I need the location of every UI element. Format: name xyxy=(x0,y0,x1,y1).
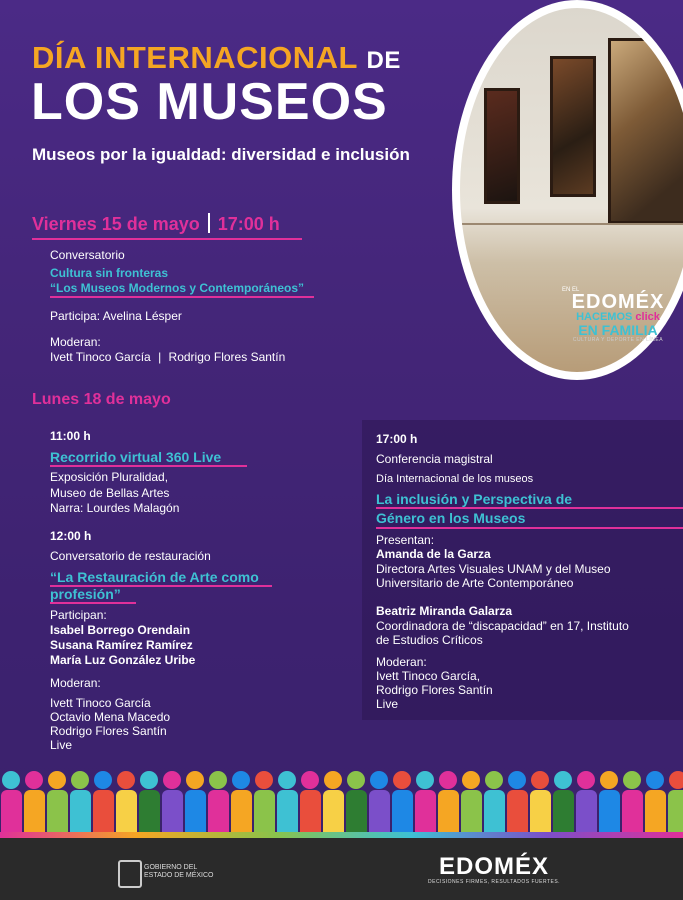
painting-2 xyxy=(550,56,596,197)
event2-participant-2: Susana Ramírez Ramírez xyxy=(50,638,193,652)
event3-moderator-1: Ivett Tinoco García, xyxy=(376,669,481,683)
friday-title-underline xyxy=(50,296,314,298)
event2-title-1[interactable]: “La Restauración de Arte como xyxy=(50,569,259,585)
badge-edomex: EDOMÉX xyxy=(571,291,665,313)
title-los-museos: LOS MUSEOS xyxy=(31,73,388,131)
person-head xyxy=(140,771,158,789)
badge-click: click xyxy=(635,311,660,323)
date-separator xyxy=(208,213,210,233)
person-head xyxy=(508,771,526,789)
person-head xyxy=(600,771,618,789)
person-head xyxy=(324,771,342,789)
event3-speaker1-line2: Universitario de Arte Contemporáneo xyxy=(376,576,574,590)
friday-time: 17:00 h xyxy=(217,214,280,234)
gobierno-line1: GOBIERNO DEL xyxy=(144,864,198,871)
event3-time: 17:00 h xyxy=(376,432,418,446)
event3-speaker2-line1: Coordinadora de “discapacidad” en 17, Instituto xyxy=(376,619,629,633)
event3-speaker2-line2: de Estudios Críticos xyxy=(376,633,483,647)
badge-hacemos: HACEMOS xyxy=(576,311,633,323)
person-head xyxy=(393,771,411,789)
title-line-1 xyxy=(32,40,401,76)
friday-type: Conversatorio xyxy=(50,248,125,262)
event3-underline-2 xyxy=(376,527,683,529)
person-head xyxy=(623,771,641,789)
crest-icon xyxy=(118,860,142,888)
event2-participant-1: Isabel Borrego Orendain xyxy=(50,623,191,637)
friday-underline xyxy=(32,238,302,240)
person-head xyxy=(186,771,204,789)
edomex-wordmark: EDOMÉX xyxy=(439,853,550,880)
event3-underline-1 xyxy=(376,507,683,509)
event1-line1: Exposición Pluralidad, xyxy=(50,470,169,484)
event2-underline-2 xyxy=(50,602,136,604)
event2-title-2[interactable]: profesión” xyxy=(50,586,121,602)
person-head xyxy=(94,771,112,789)
friday-title-1[interactable]: Cultura sin fronteras xyxy=(50,266,169,280)
event3-type: Conferencia magistral xyxy=(376,452,493,466)
friday-title-2[interactable]: “Los Museos Modernos y Contemporáneos” xyxy=(50,281,305,295)
title-de: DE xyxy=(366,47,401,74)
person-head xyxy=(531,771,549,789)
event2-moderator-1: Ivett Tinoco García xyxy=(50,696,151,710)
footer-bar xyxy=(0,838,683,900)
edomex-familia-badge xyxy=(562,287,674,343)
event3-speaker1-name: Amanda de la Garza xyxy=(376,547,491,561)
event3-speaker1-line1: Directora Artes Visuales UNAM y del Museo xyxy=(376,562,611,576)
person-head xyxy=(370,771,388,789)
event3-title-1[interactable]: La inclusión y Perspectiva de xyxy=(376,491,573,507)
event2-moderator-4: Live xyxy=(50,738,73,752)
edomex-tagline: DECISIONES FIRMES, RESULTADOS FUERTES. xyxy=(428,879,561,885)
floor-line xyxy=(460,223,683,225)
friday-moderators xyxy=(50,350,285,364)
badge-en-familia: EN FAMILIA xyxy=(578,322,658,338)
people-row-svg xyxy=(0,760,683,840)
person-head xyxy=(416,771,434,789)
event2-moderan-label: Moderan: xyxy=(50,676,101,690)
person-head xyxy=(301,771,319,789)
person-head xyxy=(25,771,43,789)
person-head xyxy=(347,771,365,789)
friday-moderan-label: Moderan: xyxy=(50,335,101,349)
person-head xyxy=(462,771,480,789)
event3-presentan-label: Presentan: xyxy=(376,533,435,547)
title-dia-internacional: DÍA INTERNACIONAL xyxy=(32,40,358,75)
person-head xyxy=(255,771,273,789)
event3-tag: Día Internacional de los museos xyxy=(376,473,534,485)
painting-3 xyxy=(608,38,683,224)
event1-line3: Narra: Lourdes Malagón xyxy=(50,501,180,515)
friday-date: Viernes 15 de mayo xyxy=(32,214,200,234)
event3-moderator-3: Live xyxy=(376,697,399,711)
person-head xyxy=(278,771,296,789)
person-head xyxy=(2,771,20,789)
person-head xyxy=(439,771,457,789)
event3-moderan-label: Moderan: xyxy=(376,655,427,669)
person-head xyxy=(646,771,664,789)
monday-date: Lunes 18 de mayo xyxy=(32,391,171,408)
person-head xyxy=(117,771,135,789)
person-head xyxy=(209,771,227,789)
friday-date-line xyxy=(32,213,280,235)
moderator-separator: | xyxy=(158,350,162,364)
event1-title[interactable]: Recorrido virtual 360 Live xyxy=(50,449,222,465)
badge-tagline: CULTURA Y DEPORTE EN LÍNEA xyxy=(572,337,664,343)
person-head xyxy=(232,771,250,789)
gobierno-text xyxy=(144,864,214,880)
event3-moderator-2: Rodrigo Flores Santín xyxy=(376,683,493,697)
event1-underline xyxy=(50,465,247,467)
friday-moderator-2: Rodrigo Flores Santín xyxy=(168,350,286,364)
event3-speaker2-name: Beatriz Miranda Galarza xyxy=(376,604,513,618)
people-illustration xyxy=(0,760,683,840)
event2-moderator-3: Rodrigo Flores Santín xyxy=(50,724,167,738)
friday-moderator-1: Ivett Tinoco García xyxy=(50,350,151,364)
person-head xyxy=(669,771,683,789)
person-head xyxy=(485,771,503,789)
friday-participa: Participa: Avelina Lésper xyxy=(50,309,182,323)
event2-moderator-2: Octavio Mena Macedo xyxy=(50,710,171,724)
person-head xyxy=(554,771,572,789)
person-head xyxy=(48,771,66,789)
gobierno-logo xyxy=(118,858,228,888)
painting-1 xyxy=(484,88,520,204)
person-head xyxy=(71,771,89,789)
person-head xyxy=(163,771,181,789)
event2-participan-label: Participan: xyxy=(50,608,107,622)
gobierno-line2: ESTADO DE MÉXICO xyxy=(144,872,214,879)
subtitle: Museos por la igualdad: diversidad e inclusión xyxy=(32,145,410,164)
badge-en-el: EN EL xyxy=(562,287,580,293)
event2-participant-3: María Luz González Uribe xyxy=(50,653,196,667)
event2-type: Conversatorio de restauración xyxy=(50,549,211,563)
event1-time: 11:00 h xyxy=(50,429,91,443)
event3-title-2[interactable]: Género en los Museos xyxy=(376,510,526,526)
edomex-logo xyxy=(428,855,560,885)
event1-line2: Museo de Bellas Artes xyxy=(50,486,170,500)
person-head xyxy=(577,771,595,789)
event2-time: 12:00 h xyxy=(50,529,92,543)
